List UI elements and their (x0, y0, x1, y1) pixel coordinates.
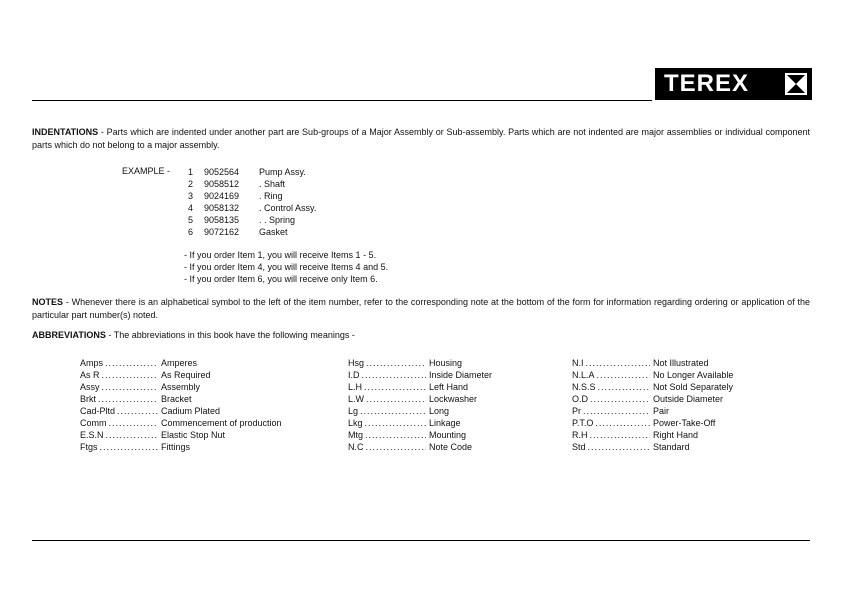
abbreviation-key (348, 357, 429, 369)
abbreviation-row (572, 393, 810, 405)
dot-leader (102, 369, 158, 381)
abbreviation-key (80, 369, 161, 381)
abbreviation-abbr: Cad-Pltd (80, 406, 116, 416)
abbreviation-key (348, 417, 429, 429)
abbreviation-abbr: I.D (348, 370, 360, 380)
abbreviation-meaning: Housing (429, 358, 463, 368)
abbreviation-key (572, 405, 653, 417)
dot-leader (364, 381, 426, 393)
dot-leader (106, 429, 158, 441)
abbreviation-abbr: R.H (572, 430, 588, 440)
abbreviation-row (80, 357, 348, 369)
terex-logo (655, 68, 812, 100)
terex-emblem-icon (783, 71, 809, 97)
abbreviation-row (80, 429, 348, 441)
abbreviation-key (80, 441, 161, 453)
abbreviation-row (572, 381, 810, 393)
abbreviation-key (348, 393, 429, 405)
abbreviations-section (32, 330, 355, 340)
abbreviation-meaning: Left Hand (429, 382, 469, 392)
abbreviation-row (348, 429, 572, 441)
abbreviation-meaning: Mounting (429, 430, 467, 440)
example-item-number: 2 (188, 179, 194, 189)
abbreviation-key (348, 429, 429, 441)
abbreviations-column (80, 357, 348, 453)
abbreviation-meaning: Linkage (429, 418, 461, 428)
abbreviation-meaning: Power-Take-Off (653, 418, 716, 428)
example-part-number: 9058135 (204, 215, 240, 225)
abbreviation-abbr: Std (572, 442, 586, 452)
example-description: Gasket (259, 227, 288, 237)
abbreviation-abbr: N.L.A (572, 370, 595, 380)
order-note: - If you order Item 4, you will receive Items 4 and 5. (184, 262, 389, 272)
abbreviation-meaning: Fittings (161, 442, 191, 452)
abbreviation-abbr: L.H (348, 382, 363, 392)
abbreviation-row (80, 405, 348, 417)
abbreviation-meaning: Pair (653, 406, 670, 416)
example-description: . Ring (259, 191, 283, 201)
abbreviation-row (572, 417, 810, 429)
abbreviation-key (80, 381, 161, 393)
abbreviation-abbr: Ftgs (80, 442, 98, 452)
abbreviation-key (348, 369, 429, 381)
dot-leader (105, 357, 158, 369)
abbreviation-key (80, 393, 161, 405)
abbreviation-meaning: Not Illustrated (653, 358, 709, 368)
abbreviation-row (80, 381, 348, 393)
abbreviation-abbr: As R (80, 370, 100, 380)
abbreviation-meaning: Commencement of production (161, 418, 282, 428)
abbreviation-abbr: Pr (572, 406, 581, 416)
abbreviation-row (572, 405, 810, 417)
example-row (188, 166, 316, 178)
abbreviation-key (572, 441, 653, 453)
abbreviations-column (572, 357, 810, 453)
footer-rule (32, 540, 810, 541)
abbreviations-intro: - The abbreviations in this book have the following meanings - (108, 330, 355, 340)
abbreviation-meaning: Lockwasher (429, 394, 478, 404)
example-description: . Shaft (259, 179, 286, 189)
abbreviation-meaning: Amperes (161, 358, 198, 368)
abbreviation-abbr: Hsg (348, 358, 365, 368)
abbreviation-key (80, 357, 161, 369)
example-item-number: 4 (188, 203, 194, 213)
abbreviation-key (348, 441, 429, 453)
dot-leader (597, 369, 650, 381)
example-order-notes (184, 249, 388, 285)
example-part-number: 9024169 (204, 191, 240, 201)
abbreviation-meaning: Elastic Stop Nut (161, 430, 226, 440)
dot-leader (588, 441, 650, 453)
example-label: EXAMPLE - (122, 166, 171, 176)
abbreviation-abbr: Brkt (80, 394, 97, 404)
example-row (188, 178, 316, 190)
abbreviations-table (80, 357, 810, 453)
abbreviation-row (80, 441, 348, 453)
indentations-heading: INDENTATIONS (32, 127, 99, 137)
abbreviation-meaning: Outside Diameter (653, 394, 724, 404)
example-part-number: 9058512 (204, 179, 240, 189)
header-rule (32, 100, 652, 101)
abbreviation-abbr: N.I (572, 358, 584, 368)
dot-leader (98, 393, 158, 405)
example-description: . Control Assy. (259, 203, 317, 213)
abbreviation-meaning: As Required (161, 370, 211, 380)
abbreviation-meaning: Assembly (161, 382, 201, 392)
terex-logo-text: TEREX (664, 70, 750, 97)
abbreviation-row (348, 417, 572, 429)
dot-leader (366, 357, 426, 369)
dot-leader (598, 381, 650, 393)
abbreviation-row (348, 381, 572, 393)
abbreviation-meaning: Inside Diameter (429, 370, 493, 380)
abbreviation-key (572, 381, 653, 393)
abbreviation-row (348, 369, 572, 381)
dot-leader (117, 405, 158, 417)
abbreviation-row (572, 429, 810, 441)
example-item-number: 3 (188, 191, 194, 201)
abbreviation-key (348, 381, 429, 393)
abbreviation-abbr: O.D (572, 394, 589, 404)
abbreviation-key (80, 429, 161, 441)
indentations-text: - Parts which are indented under another part are Sub-groups of a Major Assembly or Sub-assembly. Parts which are not indented are major assemblies or individual component parts which do not belong to a major assembly. (32, 127, 810, 150)
abbreviation-meaning: No Longer Available (653, 370, 734, 380)
abbreviation-meaning: Bracket (161, 394, 192, 404)
dot-leader (366, 393, 426, 405)
abbreviation-row (80, 369, 348, 381)
abbreviation-row (572, 369, 810, 381)
dot-leader (590, 429, 651, 441)
abbreviation-key (572, 357, 653, 369)
abbreviation-row (348, 357, 572, 369)
abbreviation-meaning: Note Code (429, 442, 473, 452)
dot-leader (586, 357, 650, 369)
abbreviation-meaning: Not Sold Separately (653, 382, 734, 392)
example-item-number: 6 (188, 227, 194, 237)
example-description: Pump Assy. (259, 167, 306, 177)
example-part-number: 9072162 (204, 227, 240, 237)
abbreviation-row (80, 393, 348, 405)
abbreviation-abbr: E.S.N (80, 430, 104, 440)
dot-leader (583, 405, 650, 417)
example-row (188, 214, 316, 226)
abbreviation-abbr: Mtg (348, 430, 364, 440)
abbreviation-row (348, 393, 572, 405)
abbreviation-row (80, 417, 348, 429)
notes-text: - Whenever there is an alphabetical symbol to the left of the item number, refer to the corresponding note at the bottom of the form for information regarding ordering or application of the particular part number(s) noted. (32, 297, 810, 320)
abbreviation-key (572, 393, 653, 405)
abbreviation-key (572, 429, 653, 441)
dot-leader (362, 369, 426, 381)
dot-leader (365, 429, 426, 441)
abbreviation-row (348, 441, 572, 453)
dot-leader (109, 417, 159, 429)
example-part-number: 9052564 (204, 167, 240, 177)
abbreviations-heading: ABBREVIATIONS (32, 330, 106, 340)
abbreviation-abbr: N.S.S (572, 382, 596, 392)
dot-leader (366, 441, 427, 453)
abbreviation-abbr: Lkg (348, 418, 363, 428)
abbreviation-row (572, 441, 810, 453)
abbreviation-abbr: Amps (80, 358, 104, 368)
example-row (188, 202, 316, 214)
dot-leader (590, 393, 650, 405)
abbreviation-row (348, 405, 572, 417)
dot-leader (595, 417, 650, 429)
example-item-number: 5 (188, 215, 194, 225)
abbreviation-row (572, 357, 810, 369)
indentations-section (32, 126, 810, 152)
abbreviation-abbr: Assy (80, 382, 100, 392)
abbreviation-key (572, 369, 653, 381)
abbreviation-abbr: N.C (348, 442, 364, 452)
abbreviation-key (348, 405, 429, 417)
order-note: - If you order Item 1, you will receive Items 1 - 5. (184, 250, 377, 260)
dot-leader (360, 405, 426, 417)
order-note: - If you order Item 6, you will receive only Item 6. (184, 274, 378, 284)
example-part-number: 9058132 (204, 203, 240, 213)
dot-leader (365, 417, 426, 429)
abbreviation-key (80, 405, 161, 417)
example-item-number: 1 (188, 167, 194, 177)
abbreviation-abbr: P.T.O (572, 418, 594, 428)
abbreviation-meaning: Cadium Plated (161, 406, 221, 416)
notes-heading: NOTES (32, 297, 64, 307)
example-row (188, 226, 316, 238)
abbreviation-key (80, 417, 161, 429)
abbreviation-meaning: Long (429, 406, 450, 416)
abbreviation-meaning: Right Hand (653, 430, 699, 440)
abbreviation-abbr: L.W (348, 394, 365, 404)
example-description: . . Spring (259, 215, 296, 225)
abbreviation-key (572, 417, 653, 429)
abbreviation-abbr: Lg (348, 406, 359, 416)
abbreviation-meaning: Standard (653, 442, 690, 452)
dot-leader (102, 381, 158, 393)
example-row (188, 190, 316, 202)
abbreviations-column (348, 357, 572, 453)
abbreviation-abbr: Comm (80, 418, 107, 428)
example-table (188, 166, 316, 238)
notes-section (32, 296, 810, 322)
dot-leader (100, 441, 158, 453)
